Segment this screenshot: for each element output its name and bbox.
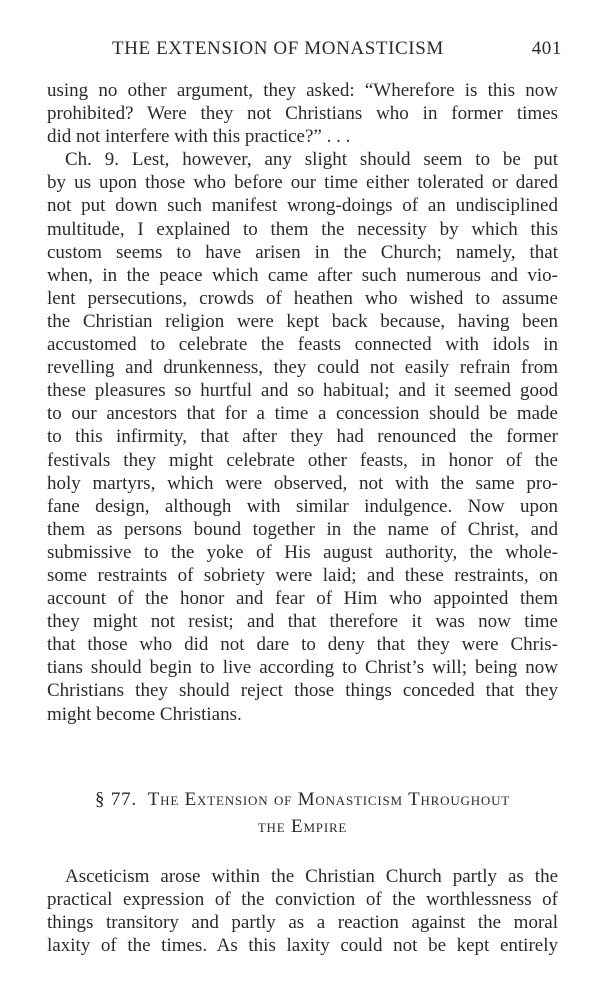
text-line: did not interfere with this practice?” . . .	[47, 126, 351, 148]
page-number: 401	[531, 38, 562, 59]
running-title: THE EXTENSION OF MONASTICISM	[112, 38, 444, 59]
text-line: laxity of the times. As this laxity could not be kept entirely	[47, 935, 558, 957]
section-title-line1: The Extension of Monasticism Throughout	[147, 789, 511, 810]
running-header	[112, 38, 562, 62]
text-line: these pleasures so hurtful and so habitual; and it seemed good	[47, 380, 558, 402]
text-line: submissive to the yoke of His august authority, the whole-	[47, 541, 558, 563]
text-line: by us upon those who before our time either tolerated or dared	[47, 172, 558, 194]
section-number: § 77.	[94, 789, 137, 810]
text-line: they might not resist; and that therefore it was now time	[47, 611, 558, 633]
text-line: prohibited? Were they not Christians who in former times	[47, 103, 558, 125]
section-heading	[47, 789, 558, 811]
text-line: to our ancestors that for a time a concession should be made	[47, 403, 558, 425]
text-line: fane design, although with similar indulgence. Now upon	[47, 495, 558, 517]
text-line: some restraints of sobriety were laid; and these restraints, on	[47, 564, 558, 586]
text-line: Ch. 9. Lest, however, any slight should seem to be put	[65, 149, 558, 171]
text-line: might become Christians.	[47, 703, 242, 725]
text-line: Asceticism arose within the Christian Church partly as the	[65, 866, 558, 887]
text-line: not put down such manifest wrong-doings of an undisciplined	[47, 195, 558, 217]
passage-section-text	[47, 865, 558, 957]
text-line: when, in the peace which came after such numerous and vio-	[47, 264, 558, 286]
text-line: lent persecutions, crowds of heathen who wished to assume	[47, 287, 558, 309]
text-line: practical expression of the conviction of the worthlessness of	[47, 889, 558, 911]
text-line: revelling and drunkenness, they could not easily refrain from	[47, 357, 558, 379]
text-line: custom seems to have arisen in the Church; namely, that	[47, 241, 558, 263]
passage-quoted-text	[47, 79, 558, 726]
text-line: festivals they might celebrate other feasts, in honor of the	[47, 449, 558, 471]
text-line: multitude, I explained to them the necessity by which this	[47, 218, 558, 240]
text-line: to this infirmity, that after they had renounced the former	[47, 426, 558, 448]
text-line: things transitory and partly as a reaction against the moral	[47, 912, 558, 934]
text-line: the Christian religion were kept back because, having been	[47, 310, 558, 332]
section-title-line2: the Empire	[257, 816, 348, 837]
text-line: using no other argument, they asked: “Wherefore is this now	[47, 80, 558, 101]
text-line: them as persons bound together in the name of Christ, and	[47, 518, 558, 540]
text-line: holy martyrs, which were observed, not with the same pro-	[47, 472, 558, 494]
text-line: account of the honor and fear of Him who appointed them	[47, 588, 558, 610]
text-line: Christians they should reject those things conceded that they	[47, 680, 558, 702]
text-line: accustomed to celebrate the feasts connected with idols in	[47, 334, 558, 356]
text-line: that those who did not dare to deny that they were Chris-	[47, 634, 558, 656]
section-heading-line2	[47, 816, 558, 838]
text-line: tians should begin to live according to Christ’s will; being now	[47, 657, 558, 679]
